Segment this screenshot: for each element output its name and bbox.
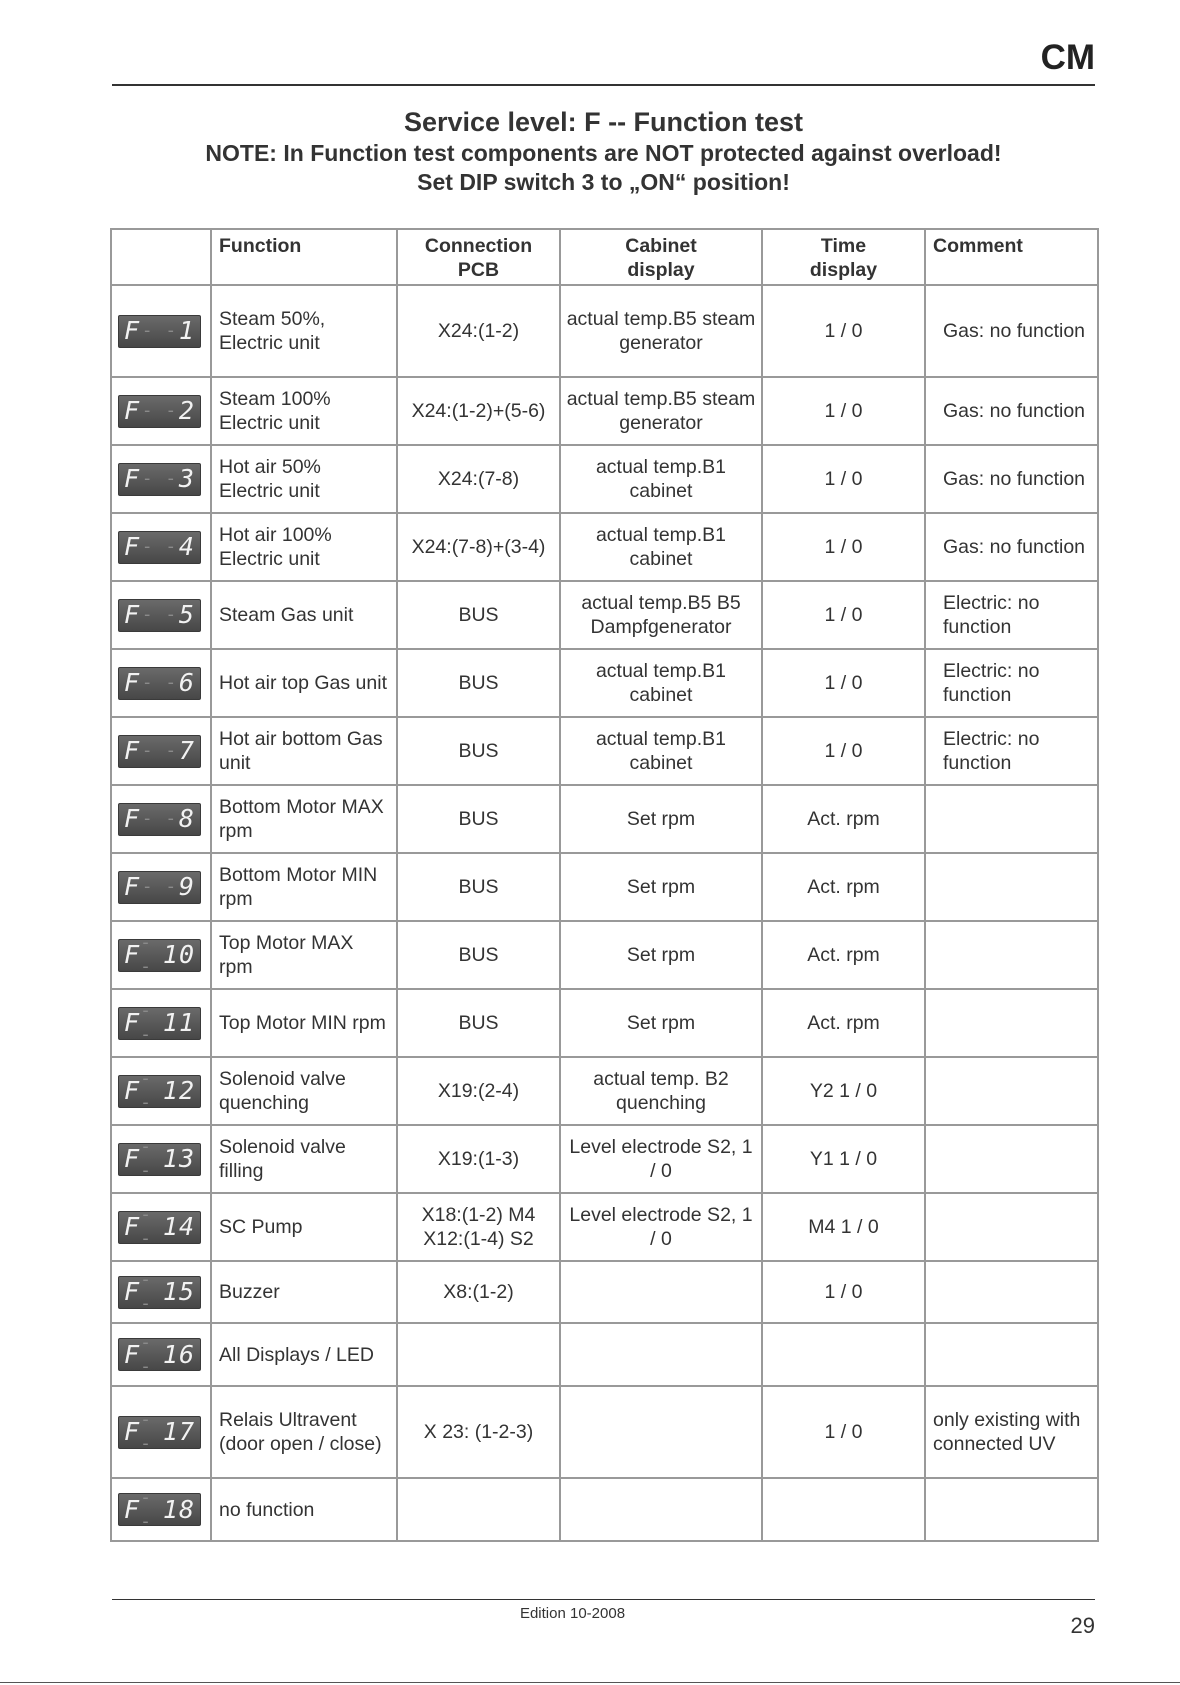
time-cell-text: Y2 1 / 0 bbox=[809, 1080, 878, 1102]
table-row bbox=[111, 717, 1098, 785]
time-cell bbox=[762, 921, 925, 989]
time-cell bbox=[762, 785, 925, 853]
comment-cell-text: Electric: no function bbox=[943, 728, 1040, 774]
segment-code: 16 bbox=[162, 1339, 195, 1369]
header-cabinet-label: Cabinet display bbox=[625, 235, 697, 281]
time-cell bbox=[762, 717, 925, 785]
table-row bbox=[111, 989, 1098, 1057]
connection-cell bbox=[397, 1193, 560, 1261]
cabinet-cell-text: actual temp.B1 cabinet bbox=[595, 660, 727, 706]
segment-dashes: ‐ ‐ bbox=[141, 672, 178, 693]
connection-cell-text: X 23: (1-2-3) bbox=[423, 1421, 534, 1443]
connection-cell bbox=[397, 377, 560, 445]
segment-dashes: ‐ ‐ bbox=[140, 932, 152, 977]
cabinet-cell bbox=[560, 581, 762, 649]
time-cell bbox=[762, 1261, 925, 1323]
time-cell bbox=[762, 1478, 925, 1541]
segment-letter: F bbox=[124, 872, 141, 901]
function-cell bbox=[211, 445, 397, 513]
function-cell-text: Solenoid valve quenching bbox=[219, 1068, 346, 1114]
connection-cell bbox=[397, 285, 560, 377]
code-cell bbox=[111, 513, 211, 581]
segment-dashes: ‐ ‐ bbox=[140, 1136, 152, 1181]
header-time-label: Time display bbox=[809, 235, 878, 281]
function-cell bbox=[211, 1057, 397, 1125]
segment-display-icon bbox=[118, 315, 201, 348]
comment-cell bbox=[925, 513, 1098, 581]
cabinet-cell bbox=[560, 989, 762, 1057]
comment-cell-text: Electric: no function bbox=[943, 592, 1040, 638]
code-cell bbox=[111, 989, 211, 1057]
function-cell-text: Solenoid valve filling bbox=[219, 1136, 346, 1182]
segment-letter: F bbox=[124, 464, 141, 493]
function-cell bbox=[211, 649, 397, 717]
comment-cell-text: Gas: no function bbox=[943, 536, 1086, 558]
cabinet-cell-text: actual temp. B2 quenching bbox=[593, 1068, 729, 1114]
segment-code: 9 bbox=[178, 872, 195, 901]
segment-letter: F bbox=[124, 600, 141, 629]
segment-display-icon bbox=[118, 1136, 201, 1181]
code-cell bbox=[111, 921, 211, 989]
segment-display-icon bbox=[118, 1068, 201, 1113]
time-cell bbox=[762, 649, 925, 717]
function-cell bbox=[211, 581, 397, 649]
time-cell-text: Y1 1 / 0 bbox=[809, 1148, 878, 1170]
cabinet-cell bbox=[560, 649, 762, 717]
cabinet-cell-text: Set rpm bbox=[626, 1012, 696, 1034]
segment-dashes: ‐ ‐ bbox=[141, 536, 178, 557]
table-row bbox=[111, 921, 1098, 989]
connection-cell-text: X18:(1-2) M4 X12:(1-4) S2 bbox=[421, 1204, 536, 1250]
segment-dashes: ‐ ‐ bbox=[140, 1269, 152, 1314]
function-cell-text: SC Pump bbox=[219, 1216, 303, 1238]
cabinet-cell-text: actual temp.B1 cabinet bbox=[595, 456, 727, 502]
segment-code: 12 bbox=[162, 1076, 195, 1105]
connection-cell-text: X24:(7-8)+(3-4) bbox=[411, 536, 546, 558]
table-row bbox=[111, 1323, 1098, 1386]
segment-code: 8 bbox=[178, 804, 195, 833]
segment-letter: F bbox=[124, 532, 141, 561]
comment-cell bbox=[925, 1193, 1098, 1261]
function-cell bbox=[211, 717, 397, 785]
cabinet-cell-text: actual temp.B5 steam generator bbox=[566, 308, 756, 354]
segment-code: 18 bbox=[162, 1494, 195, 1524]
table-row bbox=[111, 853, 1098, 921]
time-cell-text: Act. rpm bbox=[807, 876, 880, 898]
time-cell bbox=[762, 513, 925, 581]
comment-cell-text: only existing with connected UV bbox=[933, 1409, 1081, 1455]
connection-cell bbox=[397, 853, 560, 921]
segment-display-icon bbox=[118, 1204, 201, 1249]
connection-cell bbox=[397, 1386, 560, 1478]
connection-cell-text: X19:(2-4) bbox=[437, 1080, 520, 1102]
function-cell bbox=[211, 285, 397, 377]
table-row bbox=[111, 1125, 1098, 1193]
table-row bbox=[111, 513, 1098, 581]
cabinet-cell-text: actual temp.B5 steam generator bbox=[566, 388, 756, 434]
function-test-table-wrapper bbox=[110, 228, 1097, 1542]
segment-dashes: ‐ ‐ bbox=[141, 808, 178, 829]
cabinet-cell-text: Level electrode S2, 1 / 0 bbox=[569, 1204, 753, 1250]
function-cell bbox=[211, 377, 397, 445]
segment-dashes: ‐ ‐ bbox=[141, 320, 178, 341]
segment-dashes: ‐ ‐ bbox=[140, 1000, 152, 1045]
segment-display-icon bbox=[118, 1486, 201, 1532]
segment-display-icon bbox=[118, 932, 201, 977]
cabinet-cell bbox=[560, 377, 762, 445]
segment-code: 10 bbox=[162, 940, 195, 969]
code-cell bbox=[111, 581, 211, 649]
segment-display-icon bbox=[118, 1331, 201, 1377]
connection-cell-text: X24:(7-8) bbox=[437, 468, 520, 490]
connection-cell-text: X19:(1-3) bbox=[437, 1148, 520, 1170]
comment-cell bbox=[925, 1323, 1098, 1386]
segment-display-icon bbox=[118, 463, 201, 496]
cabinet-cell bbox=[560, 1478, 762, 1541]
dip-switch-note: Set DIP switch 3 to „ON“ position! bbox=[417, 169, 790, 195]
comment-cell bbox=[925, 285, 1098, 377]
segment-dashes: ‐ ‐ bbox=[140, 1068, 152, 1113]
cabinet-cell bbox=[560, 513, 762, 581]
comment-cell-text: Electric: no function bbox=[943, 660, 1040, 706]
function-cell bbox=[211, 1125, 397, 1193]
time-cell-text: Act. rpm bbox=[807, 944, 880, 966]
segment-display-icon bbox=[118, 871, 201, 904]
segment-dashes: ‐ ‐ bbox=[141, 604, 178, 625]
time-cell-text: 1 / 0 bbox=[824, 320, 863, 342]
table-row bbox=[111, 1057, 1098, 1125]
header-connection bbox=[397, 229, 560, 285]
cabinet-cell-text: actual temp.B1 cabinet bbox=[595, 728, 727, 774]
function-cell-text: no function bbox=[219, 1498, 315, 1521]
cabinet-cell bbox=[560, 853, 762, 921]
segment-display-icon bbox=[118, 803, 201, 836]
function-cell bbox=[211, 1386, 397, 1478]
title-block bbox=[112, 106, 1095, 197]
function-cell-text: Bottom Motor MIN rpm bbox=[219, 864, 378, 910]
segment-dashes: ‐ ‐ bbox=[140, 1486, 152, 1532]
comment-cell bbox=[925, 1261, 1098, 1323]
segment-code: 15 bbox=[162, 1277, 195, 1306]
connection-cell bbox=[397, 717, 560, 785]
time-cell bbox=[762, 1125, 925, 1193]
time-cell bbox=[762, 581, 925, 649]
segment-letter: F bbox=[124, 668, 141, 697]
segment-display-icon bbox=[118, 735, 201, 768]
time-cell-text: Act. rpm bbox=[807, 1012, 880, 1034]
function-cell-text: Hot air top Gas unit bbox=[219, 672, 387, 694]
segment-code: 4 bbox=[178, 532, 195, 561]
time-cell-text: 1 / 0 bbox=[824, 400, 863, 422]
comment-cell bbox=[925, 717, 1098, 785]
cabinet-cell-text: Level electrode S2, 1 / 0 bbox=[569, 1136, 753, 1182]
segment-dashes: ‐ ‐ bbox=[141, 400, 178, 421]
segment-code: 14 bbox=[162, 1212, 195, 1241]
connection-cell bbox=[397, 1057, 560, 1125]
code-cell bbox=[111, 1323, 211, 1386]
page-edge-rule bbox=[0, 1682, 1180, 1683]
connection-cell-text: BUS bbox=[458, 944, 499, 966]
function-cell bbox=[211, 853, 397, 921]
connection-cell bbox=[397, 921, 560, 989]
connection-cell bbox=[397, 1125, 560, 1193]
segment-letter: F bbox=[124, 1144, 141, 1173]
segment-display-icon bbox=[118, 599, 201, 632]
comment-cell bbox=[925, 581, 1098, 649]
connection-cell-text: BUS bbox=[458, 808, 499, 830]
time-cell-text: 1 / 0 bbox=[824, 672, 863, 694]
cabinet-cell bbox=[560, 1057, 762, 1125]
header-connection-label: Connection PCB bbox=[424, 235, 533, 281]
code-cell bbox=[111, 445, 211, 513]
connection-cell bbox=[397, 1323, 560, 1386]
code-cell bbox=[111, 377, 211, 445]
segment-letter: F bbox=[124, 804, 141, 833]
cabinet-cell-text: actual temp.B5 B5 Dampfgenerator bbox=[581, 592, 741, 638]
table-header-row bbox=[111, 229, 1098, 285]
segment-dashes: ‐ ‐ bbox=[140, 1204, 152, 1249]
cabinet-cell bbox=[560, 1125, 762, 1193]
function-cell bbox=[211, 1193, 397, 1261]
connection-cell-text: BUS bbox=[458, 740, 499, 762]
edition-label: Edition 10-2008 bbox=[519, 1605, 626, 1622]
function-cell bbox=[211, 1323, 397, 1386]
segment-dashes: ‐ ‐ bbox=[141, 740, 178, 761]
segment-letter: F bbox=[124, 316, 141, 345]
time-cell-text: 1 / 0 bbox=[824, 604, 863, 626]
page-number: 29 bbox=[1070, 1613, 1095, 1638]
table-row bbox=[111, 445, 1098, 513]
comment-cell bbox=[925, 1057, 1098, 1125]
segment-display-icon bbox=[118, 531, 201, 564]
time-cell-text: 1 / 0 bbox=[824, 740, 863, 762]
cabinet-cell bbox=[560, 445, 762, 513]
function-cell bbox=[211, 785, 397, 853]
connection-cell bbox=[397, 649, 560, 717]
connection-cell-text: BUS bbox=[458, 876, 499, 898]
time-cell bbox=[762, 1386, 925, 1478]
comment-cell bbox=[925, 1125, 1098, 1193]
header-time bbox=[762, 229, 925, 285]
connection-cell-text: BUS bbox=[458, 1012, 499, 1034]
connection-cell bbox=[397, 581, 560, 649]
function-cell-text: Bottom Motor MAX rpm bbox=[219, 796, 384, 842]
header-comment: Comment bbox=[925, 229, 1098, 285]
time-cell-text: 1 / 0 bbox=[824, 536, 863, 558]
connection-cell-text: X24:(1-2)+(5-6) bbox=[411, 400, 546, 422]
cabinet-cell bbox=[560, 785, 762, 853]
code-cell bbox=[111, 717, 211, 785]
connection-cell bbox=[397, 445, 560, 513]
cabinet-cell-text: Set rpm bbox=[626, 876, 696, 898]
segment-letter: F bbox=[124, 1008, 141, 1037]
comment-cell bbox=[925, 445, 1098, 513]
cabinet-cell-text: actual temp.B1 cabinet bbox=[595, 524, 727, 570]
function-cell-text: Buzzer bbox=[219, 1281, 280, 1303]
segment-display-icon bbox=[118, 395, 201, 428]
comment-cell bbox=[925, 1386, 1098, 1478]
connection-cell-text: BUS bbox=[458, 672, 499, 694]
segment-letter: F bbox=[124, 940, 141, 969]
connection-cell bbox=[397, 1261, 560, 1323]
header-code bbox=[111, 229, 211, 285]
comment-cell-text: Gas: no function bbox=[943, 320, 1086, 342]
header-function: Function bbox=[211, 229, 397, 285]
code-cell bbox=[111, 1261, 211, 1323]
code-cell bbox=[111, 649, 211, 717]
cabinet-cell bbox=[560, 1386, 762, 1478]
segment-code: 13 bbox=[162, 1144, 195, 1173]
function-cell-text: Relais Ultravent (door open / close) bbox=[219, 1409, 382, 1455]
code-cell bbox=[111, 853, 211, 921]
table-row bbox=[111, 1193, 1098, 1261]
time-cell-text: M4 1 / 0 bbox=[808, 1216, 879, 1238]
comment-cell-text: Gas: no function bbox=[943, 468, 1086, 490]
cabinet-cell bbox=[560, 1261, 762, 1323]
header-cabinet bbox=[560, 229, 762, 285]
page-title: Service level: F -- Function test bbox=[403, 107, 804, 137]
time-cell bbox=[762, 853, 925, 921]
time-cell-text: 1 / 0 bbox=[824, 468, 863, 490]
segment-display-icon bbox=[118, 1409, 201, 1454]
function-cell bbox=[211, 1261, 397, 1323]
connection-cell-text: BUS bbox=[458, 604, 499, 626]
time-cell bbox=[762, 1193, 925, 1261]
segment-code: 1 bbox=[178, 316, 195, 345]
code-cell bbox=[111, 785, 211, 853]
comment-cell bbox=[925, 785, 1098, 853]
segment-display-icon bbox=[118, 667, 201, 700]
code-cell bbox=[111, 285, 211, 377]
segment-code: 3 bbox=[178, 464, 195, 493]
cabinet-cell-text: Set rpm bbox=[626, 944, 696, 966]
connection-cell bbox=[397, 785, 560, 853]
segment-display-icon bbox=[118, 1269, 201, 1314]
table-row bbox=[111, 1386, 1098, 1478]
function-cell-text: Steam 100% Electric unit bbox=[219, 388, 331, 434]
cabinet-cell-text: Set rpm bbox=[626, 808, 696, 830]
function-cell bbox=[211, 513, 397, 581]
connection-cell-text: X24:(1-2) bbox=[437, 320, 520, 342]
time-cell bbox=[762, 445, 925, 513]
comment-cell bbox=[925, 853, 1098, 921]
comment-cell bbox=[925, 1478, 1098, 1541]
segment-letter: F bbox=[124, 1076, 141, 1105]
code-cell bbox=[111, 1193, 211, 1261]
function-cell-text: Top Motor MIN rpm bbox=[219, 1012, 386, 1034]
segment-dashes: ‐ ‐ bbox=[141, 876, 178, 897]
code-cell bbox=[111, 1057, 211, 1125]
function-cell bbox=[211, 1478, 397, 1541]
footer-rule bbox=[112, 1599, 1095, 1600]
cabinet-cell bbox=[560, 921, 762, 989]
comment-cell-text: Gas: no function bbox=[943, 400, 1086, 422]
function-cell-text: All Displays / LED bbox=[219, 1343, 374, 1366]
table-row bbox=[111, 377, 1098, 445]
segment-code: 11 bbox=[162, 1008, 195, 1037]
segment-letter: F bbox=[124, 1417, 141, 1446]
time-cell bbox=[762, 285, 925, 377]
time-cell bbox=[762, 989, 925, 1057]
segment-display-icon bbox=[118, 1000, 201, 1045]
time-cell bbox=[762, 377, 925, 445]
function-cell-text: Top Motor MAX rpm bbox=[219, 932, 354, 978]
table-row bbox=[111, 785, 1098, 853]
time-cell bbox=[762, 1057, 925, 1125]
code-cell bbox=[111, 1386, 211, 1478]
connection-cell bbox=[397, 513, 560, 581]
function-test-table bbox=[110, 228, 1099, 1542]
segment-dashes: ‐ ‐ bbox=[140, 1409, 152, 1454]
comment-cell bbox=[925, 989, 1098, 1057]
table-row bbox=[111, 1478, 1098, 1541]
function-cell-text: Hot air 100% Electric unit bbox=[219, 524, 332, 570]
segment-dashes: ‐ ‐ bbox=[141, 468, 178, 489]
brand-label: CM bbox=[1040, 38, 1095, 77]
table-row bbox=[111, 1261, 1098, 1323]
segment-code: 6 bbox=[178, 668, 195, 697]
comment-cell bbox=[925, 377, 1098, 445]
warning-note: NOTE: In Function test components are NOT protected against overload! bbox=[205, 140, 1002, 166]
segment-code: 5 bbox=[178, 600, 195, 629]
function-cell-text: Steam 50%, Electric unit bbox=[219, 308, 326, 354]
code-cell bbox=[111, 1478, 211, 1541]
segment-dashes: ‐ ‐ bbox=[140, 1331, 152, 1377]
segment-letter: F bbox=[124, 736, 141, 765]
segment-letter: F bbox=[124, 1277, 141, 1306]
table-row bbox=[111, 649, 1098, 717]
function-cell bbox=[211, 989, 397, 1057]
function-cell-text: Hot air bottom Gas unit bbox=[219, 728, 383, 774]
comment-cell bbox=[925, 921, 1098, 989]
connection-cell-text: X8:(1-2) bbox=[443, 1281, 514, 1303]
segment-code: 7 bbox=[178, 736, 195, 765]
function-cell-text: Steam Gas unit bbox=[219, 604, 354, 626]
time-cell bbox=[762, 1323, 925, 1386]
cabinet-cell bbox=[560, 717, 762, 785]
table-row bbox=[111, 581, 1098, 649]
connection-cell bbox=[397, 989, 560, 1057]
time-cell-text: 1 / 0 bbox=[824, 1281, 863, 1303]
segment-code: 17 bbox=[162, 1417, 195, 1446]
function-cell bbox=[211, 921, 397, 989]
connection-cell bbox=[397, 1478, 560, 1541]
cabinet-cell bbox=[560, 285, 762, 377]
cabinet-cell bbox=[560, 1323, 762, 1386]
cabinet-cell bbox=[560, 1193, 762, 1261]
table-row bbox=[111, 285, 1098, 377]
segment-letter: F bbox=[124, 396, 141, 425]
header-rule bbox=[112, 84, 1095, 86]
code-cell bbox=[111, 1125, 211, 1193]
segment-letter: F bbox=[124, 1494, 141, 1524]
function-cell-text: Hot air 50% Electric unit bbox=[219, 456, 321, 502]
segment-letter: F bbox=[124, 1212, 141, 1241]
time-cell-text: 1 / 0 bbox=[824, 1421, 863, 1443]
segment-code: 2 bbox=[178, 396, 195, 425]
comment-cell bbox=[925, 649, 1098, 717]
time-cell-text: Act. rpm bbox=[807, 808, 880, 830]
segment-letter: F bbox=[124, 1339, 141, 1369]
